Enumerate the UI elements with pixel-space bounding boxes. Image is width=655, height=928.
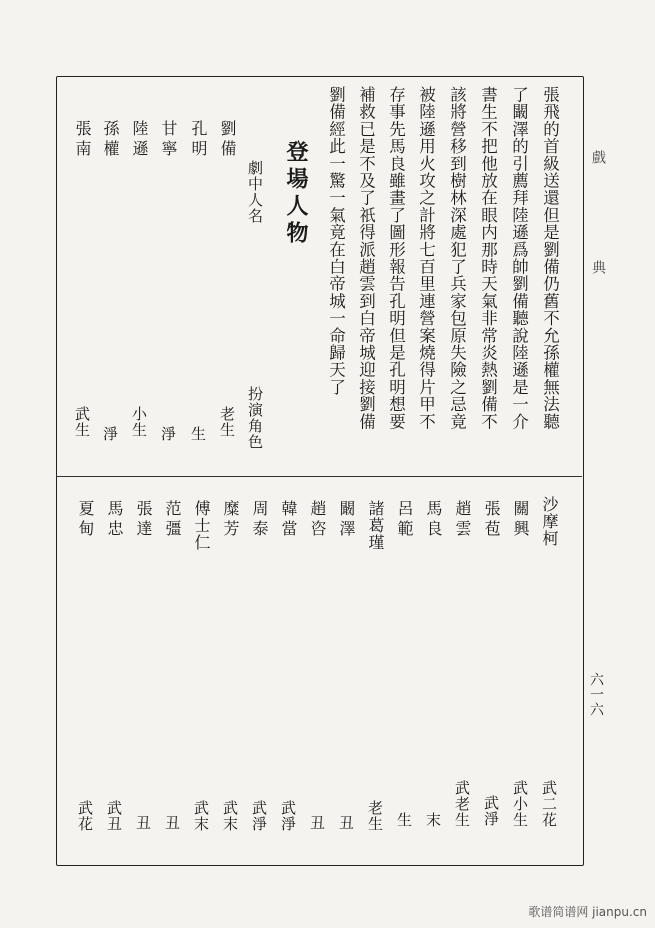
cast-role: 老生 (366, 800, 384, 832)
cast-role: 生 (395, 812, 413, 828)
section-divider (56, 476, 582, 477)
cast-name: 闞澤 (337, 500, 356, 540)
page-number: 六一六 (588, 672, 604, 717)
cast-role: 武淨 (482, 795, 500, 827)
cast-name: 呂範 (395, 500, 414, 540)
body-line: 張飛的首級送還但是劉備仍舊不允孫權無法聽 (540, 86, 560, 430)
header-mark-right: 典 (590, 260, 606, 274)
cast-name: 趙咨 (308, 500, 327, 540)
body-line: 補救已是不及了祇得派趙雲到白帝城迎接劉備 (356, 86, 376, 430)
cast-name: 夏甸 (76, 500, 95, 540)
name-header: 劇中人名 (246, 160, 264, 224)
cast-name: 陸遜 (130, 120, 149, 160)
cast-role: 武二花 (540, 780, 558, 828)
cast-title: 登場人物 (283, 140, 309, 248)
cast-role: 淨 (159, 426, 177, 442)
body-line: 了闞澤的引薦拜陸遜爲帥劉備聽說陸遜是一介 (509, 86, 529, 430)
cast-role: 丑 (134, 815, 152, 831)
cast-name: 糜芳 (221, 500, 240, 540)
body-line: 該將營移到樹林深處犯了兵家包原失險之忌竟 (447, 86, 467, 430)
cast-name: 張達 (134, 500, 153, 540)
page-frame (56, 76, 584, 866)
cast-role: 小生 (130, 406, 148, 438)
body-line: 書生不把他放在眼内那時天氣非常炎熱劉備不 (478, 86, 498, 430)
cast-name: 張苞 (482, 500, 501, 540)
cast-name: 周泰 (250, 500, 269, 540)
body-line: 劉備經此一驚一氣竟在白帝城一命歸天了 (326, 86, 346, 396)
watermark: 歌谱简谱网 jianpu.cn (528, 905, 647, 919)
body-line: 存事先馬良雖畫了圖形報告孔明但是孔明想要 (386, 86, 406, 430)
cast-name: 諸葛瑾 (366, 500, 385, 551)
cast-name: 孫權 (101, 120, 120, 160)
cast-role: 老生 (218, 406, 236, 438)
cast-role: 丑 (337, 815, 355, 831)
cast-role: 武老生 (453, 780, 471, 828)
cast-name: 韓當 (279, 500, 298, 540)
cast-role: 武淨 (279, 800, 297, 832)
cast-name: 馬忠 (105, 500, 124, 540)
cast-role: 生 (189, 426, 207, 442)
header-mark-left: 戲 (590, 150, 606, 164)
cast-name: 趙雲 (453, 500, 472, 540)
cast-role: 武花 (76, 800, 94, 832)
cast-name: 關興 (511, 500, 530, 540)
cast-name: 范彊 (163, 500, 182, 540)
cast-role: 武小生 (511, 780, 529, 828)
cast-role: 武生 (73, 406, 91, 438)
cast-role: 武淨 (250, 800, 268, 832)
cast-name: 劉備 (218, 120, 237, 160)
cast-role: 武末 (221, 800, 239, 832)
cast-name: 馬良 (424, 500, 443, 540)
role-header: 扮演角色 (246, 386, 264, 450)
cast-role: 淨 (101, 426, 119, 442)
cast-name: 甘寧 (159, 120, 178, 160)
cast-role: 丑 (163, 815, 181, 831)
cast-name: 傅士仁 (192, 500, 211, 551)
cast-role: 丑 (308, 815, 326, 831)
cast-role: 末 (424, 812, 442, 828)
cast-name: 張南 (73, 120, 92, 160)
body-line: 被陸遜用火攻之計將七百里連營案燒得片甲不 (416, 86, 436, 430)
cast-name: 沙摩柯 (540, 496, 559, 547)
cast-role: 武丑 (105, 800, 123, 832)
cast-name: 孔明 (189, 120, 208, 160)
cast-role: 武末 (192, 800, 210, 832)
